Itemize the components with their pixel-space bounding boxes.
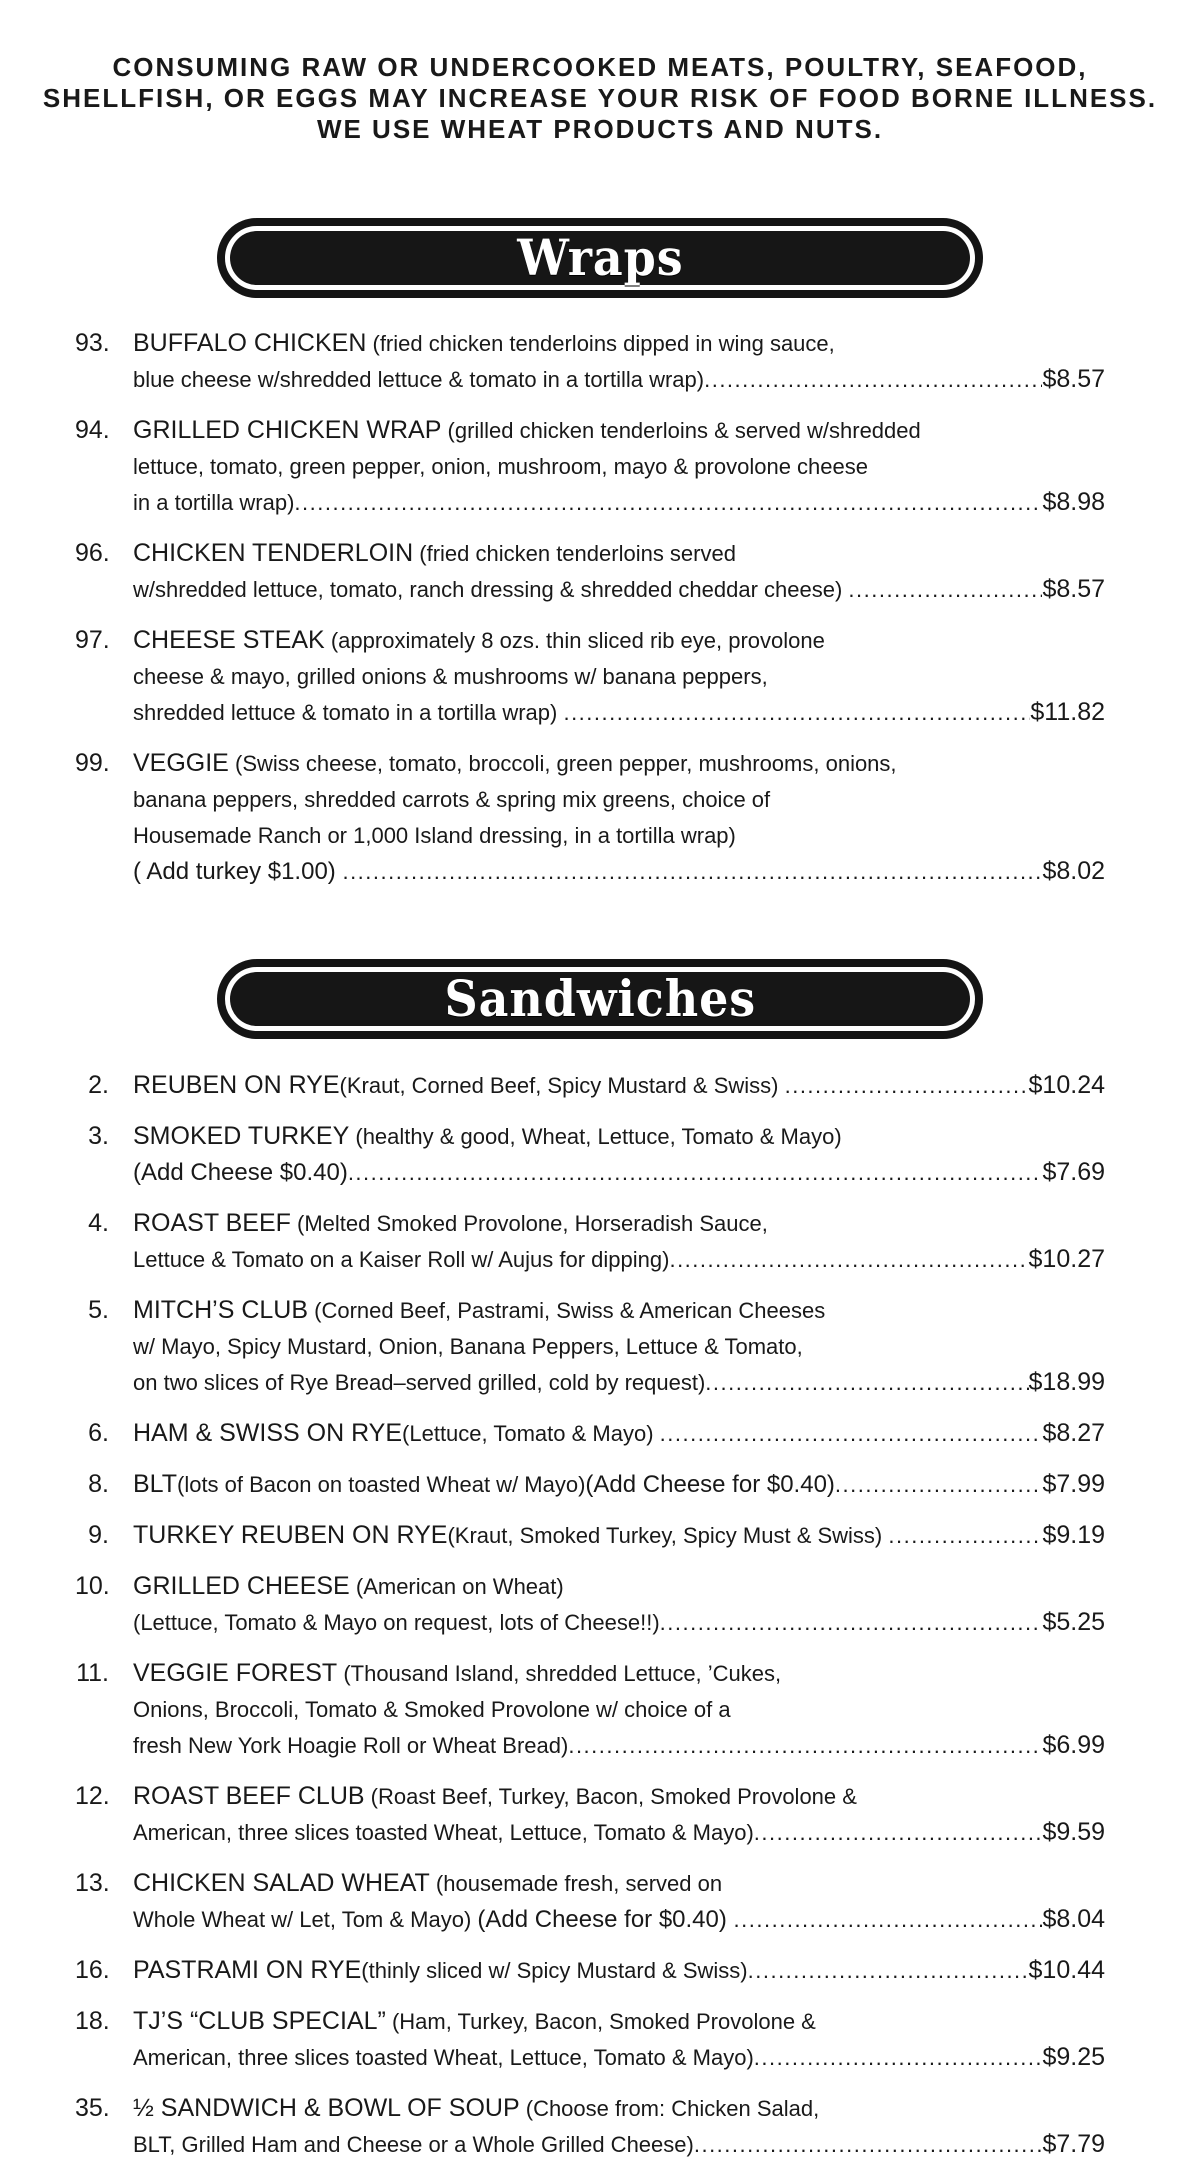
item-price: $7.79 bbox=[1042, 2130, 1105, 2158]
item-price: $8.57 bbox=[1042, 365, 1105, 393]
item-price: $10.24 bbox=[1028, 1071, 1105, 1099]
item-price: $9.59 bbox=[1042, 1818, 1105, 1846]
dot-leader bbox=[734, 1903, 1043, 1936]
menu-item bbox=[75, 1468, 1105, 1501]
item-body bbox=[133, 1519, 1105, 1552]
item-description: blue cheese w/shredded lettuce & tomato in a tortilla wrap) bbox=[133, 367, 705, 392]
item-number: 9. bbox=[88, 1521, 109, 1549]
item-line bbox=[133, 1207, 1105, 1243]
dot-leader bbox=[563, 696, 1030, 729]
item-name: CHICKEN SALAD WHEAT bbox=[133, 1869, 430, 1897]
item-description: Housemade Ranch or 1,000 Island dressing, in a tortilla wrap) bbox=[133, 823, 736, 848]
dot-leader bbox=[660, 1417, 1043, 1450]
item-name: ROAST BEEF CLUB bbox=[133, 1782, 365, 1810]
dot-leader bbox=[754, 1816, 1043, 1849]
item-line bbox=[133, 1294, 1105, 1330]
item-name: VEGGIE FOREST bbox=[133, 1659, 338, 1687]
item-number: 12. bbox=[75, 1782, 110, 1810]
section-banner-wraps bbox=[217, 218, 983, 298]
menu-item bbox=[75, 1867, 1105, 1936]
item-description: (Swiss cheese, tomato, broccoli, green pepper, mushrooms, onions, bbox=[228, 751, 897, 776]
item-number: 13. bbox=[75, 1869, 110, 1897]
item-line bbox=[133, 1330, 1105, 1366]
item-body bbox=[133, 1954, 1105, 1987]
item-name: VEGGIE bbox=[133, 749, 229, 777]
menu-item bbox=[75, 624, 1105, 729]
item-line bbox=[133, 537, 1105, 573]
disclaimer-line: WE USE WHEAT PRODUCTS AND NUTS. bbox=[316, 114, 884, 144]
item-line bbox=[133, 414, 1105, 450]
item-description: w/shredded lettuce, tomato, ranch dressing & shredded cheddar cheese) bbox=[133, 577, 849, 602]
item-body bbox=[133, 1417, 1105, 1450]
item-line bbox=[133, 747, 1105, 783]
item-description: (Roast Beef, Turkey, Bacon, Smoked Provolone & bbox=[364, 1784, 857, 1809]
item-description: (approximately 8 ozs. thin sliced rib eye, provolone bbox=[324, 628, 825, 653]
item-number: 18. bbox=[75, 2007, 110, 2035]
item-line bbox=[133, 486, 1105, 519]
item-description: w/ Mayo, Spicy Mustard, Onion, Banana Peppers, Lettuce & Tomato, bbox=[133, 1334, 803, 1359]
item-name: ½ SANDWICH & BOWL OF SOUP bbox=[133, 2094, 520, 2122]
item-line bbox=[133, 1417, 1105, 1450]
item-price: $9.19 bbox=[1042, 1521, 1105, 1549]
item-line bbox=[133, 1156, 1105, 1189]
item-number: 99. bbox=[75, 749, 110, 777]
item-line bbox=[133, 1867, 1105, 1903]
item-description: (Ham, Turkey, Bacon, Smoked Provolone & bbox=[385, 2009, 816, 2034]
item-description: (Lettuce, Tomato & Mayo on request, lots of Cheese!!) bbox=[133, 1610, 660, 1635]
section-title: Wraps bbox=[516, 228, 684, 287]
dot-leader bbox=[705, 1366, 1028, 1399]
disclaimer-line: SHELLFISH, OR EGGS MAY INCREASE YOUR RISK OF FOOD BORNE ILLNESS. bbox=[42, 83, 1158, 113]
menu-item bbox=[75, 1294, 1105, 1399]
item-name: GRILLED CHEESE bbox=[133, 1572, 350, 1600]
item-description: (Choose from: Chicken Salad, bbox=[519, 2096, 820, 2121]
item-body bbox=[133, 1120, 1105, 1189]
item-line bbox=[133, 1468, 1105, 1501]
item-description: (fried chicken tenderloins dipped in wing sauce, bbox=[366, 331, 835, 356]
item-name: ROAST BEEF bbox=[133, 1209, 291, 1237]
item-description: (lots of Bacon on toasted Wheat w/ Mayo) bbox=[177, 1472, 586, 1497]
menu-item bbox=[75, 1780, 1105, 1849]
section-sandwiches bbox=[0, 959, 1200, 2161]
section-items bbox=[75, 1069, 1105, 2161]
item-price: $10.27 bbox=[1028, 1245, 1105, 1273]
item-body bbox=[133, 1468, 1105, 1501]
item-name: TURKEY REUBEN ON RYE bbox=[133, 1521, 448, 1549]
menu-item bbox=[75, 747, 1105, 888]
menu-item bbox=[75, 2005, 1105, 2074]
item-line bbox=[133, 1366, 1105, 1399]
item-line bbox=[133, 1816, 1105, 1849]
item-line bbox=[133, 2041, 1105, 2074]
item-number: 35. bbox=[75, 2094, 110, 2122]
item-description: fresh New York Hoagie Roll or Wheat Bread) bbox=[133, 1733, 569, 1758]
item-addon-note: (Add Cheese for $0.40) bbox=[585, 1471, 835, 1498]
item-number: 93. bbox=[75, 329, 110, 357]
item-line bbox=[133, 1903, 1105, 1936]
item-number: 94. bbox=[75, 416, 110, 444]
menu-sections bbox=[0, 218, 1200, 2161]
item-addon-note: (Add Cheese $0.40) bbox=[133, 1159, 348, 1186]
item-line bbox=[133, 783, 1105, 819]
item-description: on two slices of Rye Bread–served grilled, cold by request) bbox=[133, 1370, 706, 1395]
item-description: (Thousand Island, shredded Lettuce, ’Cukes, bbox=[337, 1661, 782, 1686]
item-line bbox=[133, 573, 1105, 606]
item-body bbox=[133, 2005, 1105, 2074]
item-name: GRILLED CHICKEN WRAP bbox=[133, 416, 442, 444]
item-description: (healthy & good, Wheat, Lettuce, Tomato & Mayo) bbox=[349, 1124, 842, 1149]
item-description: banana peppers, shredded carrots & spring mix greens, choice of bbox=[133, 787, 771, 812]
dot-leader bbox=[294, 486, 1042, 519]
section-banner-inner bbox=[230, 969, 970, 1028]
section-items bbox=[75, 327, 1105, 888]
menu-item bbox=[75, 1954, 1105, 1987]
menu-item bbox=[75, 1417, 1105, 1450]
item-line bbox=[133, 1954, 1105, 1987]
dot-leader bbox=[669, 1243, 1028, 1276]
item-body bbox=[133, 624, 1105, 729]
item-line bbox=[133, 1606, 1105, 1639]
dot-leader bbox=[660, 1606, 1043, 1639]
item-body bbox=[133, 1294, 1105, 1399]
item-body bbox=[133, 2092, 1105, 2161]
dot-leader bbox=[568, 1729, 1042, 1762]
item-body bbox=[133, 747, 1105, 888]
item-price: $7.99 bbox=[1042, 1470, 1105, 1498]
item-description: (housemade fresh, served on bbox=[429, 1871, 723, 1896]
item-price: $8.57 bbox=[1042, 575, 1105, 603]
item-body bbox=[133, 1069, 1105, 1102]
item-number: 2. bbox=[88, 1071, 109, 1099]
item-description: (Kraut, Smoked Turkey, Spicy Must & Swiss) bbox=[447, 1523, 889, 1548]
item-description: (thinly sliced w/ Spicy Mustard & Swiss) bbox=[361, 1958, 748, 1983]
item-description: American, three slices toasted Wheat, Lettuce, Tomato & Mayo) bbox=[133, 2045, 754, 2070]
item-description: (fried chicken tenderloins served bbox=[413, 541, 736, 566]
item-price: $5.25 bbox=[1042, 1608, 1105, 1636]
item-price: $8.98 bbox=[1042, 488, 1105, 516]
item-description: Lettuce & Tomato on a Kaiser Roll w/ Aujus for dipping) bbox=[133, 1247, 670, 1272]
item-body bbox=[133, 327, 1105, 396]
dot-leader bbox=[888, 1519, 1042, 1552]
dot-leader bbox=[694, 2128, 1043, 2161]
item-name: TJ’S “CLUB SPECIAL” bbox=[133, 2007, 386, 2035]
item-description: Whole Wheat w/ Let, Tom & Mayo) bbox=[133, 1907, 478, 1932]
item-line bbox=[133, 696, 1105, 729]
item-description: (Lettuce, Tomato & Mayo) bbox=[402, 1421, 660, 1446]
item-price: $8.27 bbox=[1042, 1419, 1105, 1447]
item-description: cheese & mayo, grilled onions & mushrooms w/ banana peppers, bbox=[133, 664, 768, 689]
menu-item bbox=[75, 1519, 1105, 1552]
section-wraps bbox=[0, 218, 1200, 888]
item-price: $18.99 bbox=[1028, 1368, 1105, 1396]
disclaimer-line: CONSUMING RAW OR UNDERCOOKED MEATS, POULTRY, SEAFOOD, bbox=[112, 52, 1088, 82]
item-line bbox=[133, 2128, 1105, 2161]
menu-item bbox=[75, 414, 1105, 519]
menu-item bbox=[75, 1657, 1105, 1762]
item-line bbox=[133, 660, 1105, 696]
item-number: 5. bbox=[88, 1296, 109, 1324]
menu-page bbox=[0, 52, 1200, 2161]
item-description: lettuce, tomato, green pepper, onion, mushroom, mayo & provolone cheese bbox=[133, 454, 868, 479]
menu-item bbox=[75, 2092, 1105, 2161]
item-body bbox=[133, 1780, 1105, 1849]
section-banner-inner bbox=[230, 228, 970, 287]
item-price: $11.82 bbox=[1030, 698, 1105, 726]
disclaimer bbox=[0, 52, 1200, 145]
item-line bbox=[133, 1657, 1105, 1693]
item-line bbox=[133, 1570, 1105, 1606]
item-description: (grilled chicken tenderloins & served w/shredded bbox=[441, 418, 921, 443]
item-price: $9.25 bbox=[1042, 2043, 1105, 2071]
item-body bbox=[133, 1657, 1105, 1762]
menu-item bbox=[75, 1120, 1105, 1189]
item-line bbox=[133, 819, 1105, 855]
item-line bbox=[133, 450, 1105, 486]
item-line bbox=[133, 1120, 1105, 1156]
item-body bbox=[133, 537, 1105, 606]
item-addon-note: (Add Cheese for $0.40) bbox=[477, 1906, 734, 1933]
item-name: HAM & SWISS ON RYE bbox=[133, 1419, 403, 1447]
item-name: REUBEN ON RYE bbox=[133, 1071, 340, 1099]
menu-item bbox=[75, 1069, 1105, 1102]
item-line bbox=[133, 1243, 1105, 1276]
dot-leader bbox=[835, 1468, 1043, 1501]
item-line bbox=[133, 1519, 1105, 1552]
item-number: 4. bbox=[88, 1209, 109, 1237]
item-description: (Melted Smoked Provolone, Horseradish Sauce, bbox=[290, 1211, 768, 1236]
item-description: in a tortilla wrap) bbox=[133, 490, 295, 515]
menu-item bbox=[75, 1207, 1105, 1276]
item-number: 10. bbox=[75, 1572, 110, 1600]
section-title: Sandwiches bbox=[444, 969, 756, 1028]
item-body bbox=[133, 1207, 1105, 1276]
item-line bbox=[133, 2092, 1105, 2128]
item-line bbox=[133, 855, 1105, 888]
item-price: $7.69 bbox=[1042, 1158, 1105, 1186]
menu-item bbox=[75, 537, 1105, 606]
item-line bbox=[133, 1729, 1105, 1762]
menu-item bbox=[75, 1570, 1105, 1639]
section-banner-sandwiches bbox=[217, 959, 983, 1039]
dot-leader bbox=[848, 573, 1042, 606]
item-number: 8. bbox=[88, 1470, 109, 1498]
item-line bbox=[133, 1693, 1105, 1729]
dot-leader bbox=[754, 2041, 1043, 2074]
item-name: CHEESE STEAK bbox=[133, 626, 325, 654]
item-description: shredded lettuce & tomato in a tortilla wrap) bbox=[133, 700, 564, 725]
item-price: $10.44 bbox=[1028, 1956, 1105, 1984]
dot-leader bbox=[704, 363, 1042, 396]
item-description: (American on Wheat) bbox=[349, 1574, 564, 1599]
item-line bbox=[133, 624, 1105, 660]
item-line bbox=[133, 2005, 1105, 2041]
item-line bbox=[133, 363, 1105, 396]
item-name: MITCH’S CLUB bbox=[133, 1296, 309, 1324]
item-name: CHICKEN TENDERLOIN bbox=[133, 539, 414, 567]
item-body bbox=[133, 414, 1105, 519]
item-number: 97. bbox=[75, 626, 110, 654]
item-name: SMOKED TURKEY bbox=[133, 1122, 350, 1150]
item-description: American, three slices toasted Wheat, Lettuce, Tomato & Mayo) bbox=[133, 1820, 754, 1845]
item-name: BLT bbox=[133, 1470, 177, 1498]
dot-leader bbox=[785, 1069, 1029, 1102]
item-number: 11. bbox=[76, 1659, 109, 1687]
item-line bbox=[133, 1069, 1105, 1102]
item-description: (Kraut, Corned Beef, Spicy Mustard & Swiss) bbox=[339, 1073, 785, 1098]
item-number: 16. bbox=[75, 1956, 110, 1984]
item-description: BLT, Grilled Ham and Cheese or a Whole Grilled Cheese) bbox=[133, 2132, 694, 2157]
item-body bbox=[133, 1570, 1105, 1639]
item-price: $6.99 bbox=[1042, 1731, 1105, 1759]
item-number: 96. bbox=[75, 539, 110, 567]
item-addon-note: ( Add turkey $1.00) bbox=[133, 858, 343, 885]
menu-item bbox=[75, 327, 1105, 396]
item-name: PASTRAMI ON RYE bbox=[133, 1956, 362, 1984]
item-price: $8.04 bbox=[1042, 1905, 1105, 1933]
item-number: 3. bbox=[88, 1122, 109, 1150]
item-line bbox=[133, 1780, 1105, 1816]
dot-leader bbox=[748, 1954, 1029, 1987]
dot-leader bbox=[342, 855, 1042, 888]
item-description: Onions, Broccoli, Tomato & Smoked Provolone w/ choice of a bbox=[133, 1697, 731, 1722]
item-line bbox=[133, 327, 1105, 363]
dot-leader bbox=[348, 1156, 1043, 1189]
item-name: BUFFALO CHICKEN bbox=[133, 329, 367, 357]
item-price: $8.02 bbox=[1042, 857, 1105, 885]
item-body bbox=[133, 1867, 1105, 1936]
item-description: (Corned Beef, Pastrami, Swiss & American Cheeses bbox=[308, 1298, 826, 1323]
item-number: 6. bbox=[88, 1419, 109, 1447]
